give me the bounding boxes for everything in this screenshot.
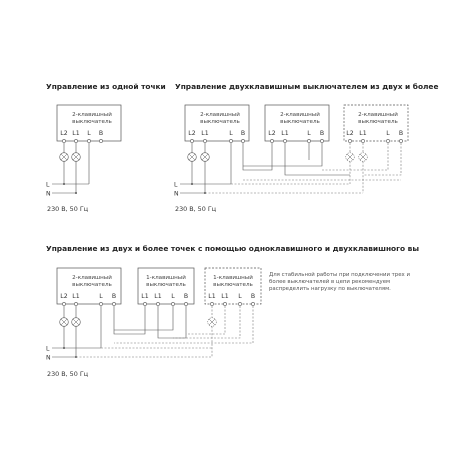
lamp-icon (188, 153, 197, 162)
terminal-label: B (398, 130, 404, 137)
terminal-label: L (307, 130, 311, 137)
switch-name-line1: 2-клавишный (72, 275, 112, 281)
terminal-label: L2 (188, 130, 196, 137)
lamp-icon (60, 153, 69, 162)
lamp-icon (201, 153, 210, 162)
terminal-label: L2 (268, 130, 276, 137)
diagram-one-point (46, 105, 121, 213)
lamp-icon (60, 318, 69, 327)
switch-name-line1: 1-клавишный (213, 275, 253, 281)
terminal-label: L (386, 130, 390, 137)
terminal-label: L1 (154, 293, 162, 300)
terminal-label: L1 (201, 130, 209, 137)
switch-name-line1: 2-клавишный (72, 112, 112, 118)
line-label: L (46, 181, 50, 189)
lamp-icon (72, 153, 81, 162)
supply-label: 230 В, 50 Гц (175, 205, 217, 213)
terminal-label: L1 (72, 130, 80, 137)
switch-name-line1: 1-клавишный (146, 275, 186, 281)
terminal-label: L1 (359, 130, 367, 137)
note-line-3: распределить нагрузку по выключателям. (269, 286, 391, 292)
terminal-label: L1 (208, 293, 216, 300)
terminal-label: L (171, 293, 175, 300)
title-one-point: Управление из одной точки (46, 82, 166, 91)
title-combined: Управление из двух и более точек с помощью одноклавишного и двухклавишного вы (46, 244, 420, 253)
lamp-icon (72, 318, 81, 327)
terminal-label: L2 (346, 130, 354, 137)
switch-name-line2: выключатель (358, 119, 398, 125)
switch-name-line2: выключатель (280, 119, 320, 125)
neutral-label: N (46, 190, 51, 198)
terminal-label: L1 (141, 293, 149, 300)
neutral-label: N (46, 354, 51, 362)
terminal-label: B (240, 130, 246, 137)
switch-name-line2: выключатель (72, 282, 112, 288)
terminal-label: B (183, 293, 189, 300)
switch-name-line2: выключатель (213, 282, 253, 288)
terminal-label: B (98, 130, 104, 137)
switch-name-line1: 2-клавишный (200, 112, 240, 118)
terminal-label: L (87, 130, 91, 137)
terminal-label: L1 (72, 293, 80, 300)
line-label: L (174, 181, 178, 189)
supply-label: 230 В, 50 Гц (47, 205, 89, 213)
supply-label: 230 В, 50 Гц (47, 370, 89, 378)
note-line-2: более выключателей в цепи рекомендуем (269, 279, 391, 285)
terminal-label: L (238, 293, 242, 300)
switch-name-line2: выключатель (200, 119, 240, 125)
terminal-label: L1 (221, 293, 229, 300)
diagram-two-points (174, 105, 408, 213)
terminal-label: B (319, 130, 325, 137)
optional-lamp-icon (346, 153, 355, 162)
title-two-points: Управление двухклавишным выключателем из двух и более (175, 82, 439, 91)
note-line-1: Для стабильной работы при подключении трех и (269, 272, 410, 278)
switch-name-line2: выключатель (146, 282, 186, 288)
terminal-label: L2 (60, 293, 68, 300)
terminal-label: L2 (60, 130, 68, 137)
terminal-label: L (229, 130, 233, 137)
diagram-combined (46, 268, 410, 378)
line-label: L (46, 345, 50, 353)
terminal-label: L (99, 293, 103, 300)
terminal-label: L1 (281, 130, 289, 137)
switch-name-line1: 2-клавишный (280, 112, 320, 118)
neutral-label: N (174, 190, 179, 198)
optional-lamp-icon (208, 318, 217, 327)
terminal-label: B (111, 293, 117, 300)
switch-name-line2: выключатель (72, 119, 112, 125)
optional-lamp-icon (359, 153, 368, 162)
terminal-label: B (250, 293, 256, 300)
switch-name-line1: 2-клавишный (358, 112, 398, 118)
